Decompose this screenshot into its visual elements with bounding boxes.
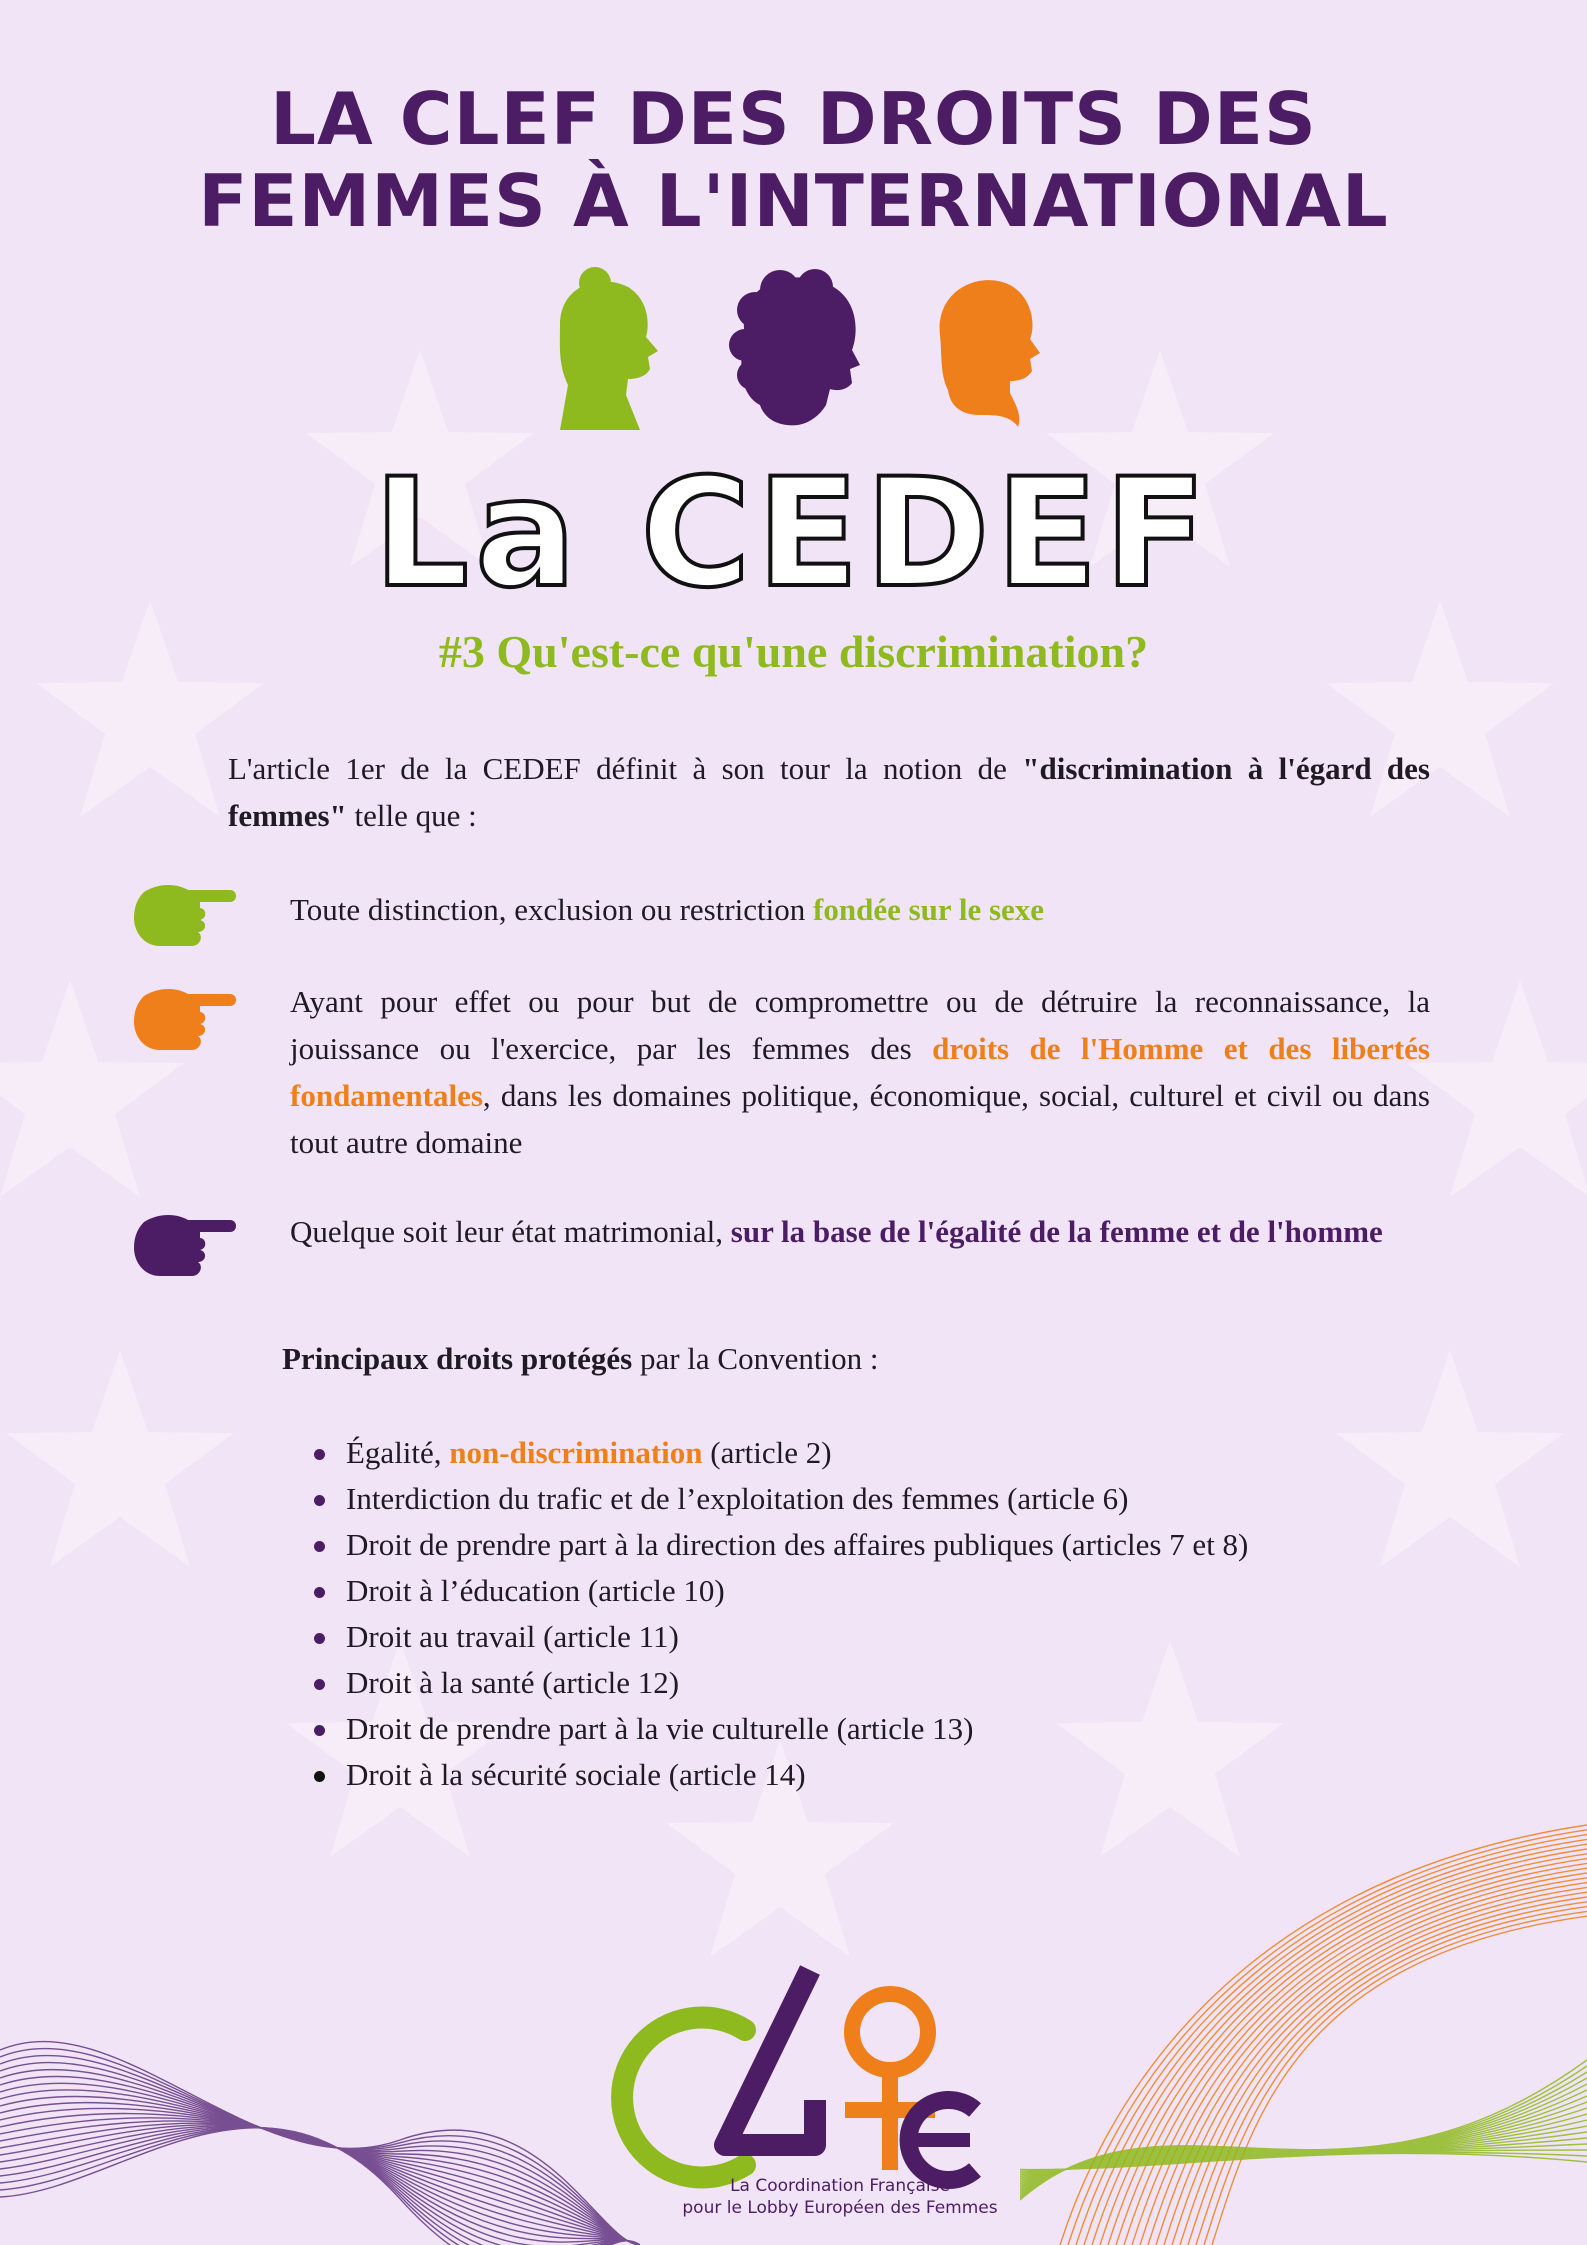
bullet-dot-icon bbox=[314, 1449, 325, 1460]
list-item-highlight: non-discrimination bbox=[449, 1435, 703, 1470]
wave-line bbox=[1116, 1859, 1587, 2245]
wave-line bbox=[1020, 2108, 1587, 2186]
cedef-heading bbox=[0, 455, 1587, 615]
list-item-text: Interdiction du trafic et de l’exploitation des femmes (article 6) bbox=[346, 1481, 1129, 1516]
wave-line bbox=[1020, 2114, 1587, 2184]
wave-line bbox=[0, 2108, 640, 2245]
list-item bbox=[310, 1752, 1248, 1798]
wave-line bbox=[1084, 1839, 1587, 2245]
decorative-waves-right bbox=[1020, 1820, 1587, 2245]
definition-text bbox=[290, 1208, 1430, 1255]
bullet-dot-icon bbox=[314, 1725, 325, 1736]
wave-line bbox=[0, 2070, 640, 2245]
rights-heading-bold: Principaux droits protégés bbox=[282, 1341, 633, 1376]
list-item-text: Droit de prendre part à la direction des affaires publiques (articles 7 et 8) bbox=[346, 1527, 1249, 1562]
definition-text bbox=[290, 886, 1430, 933]
rights-list bbox=[310, 1430, 1248, 1798]
wave-line bbox=[1076, 1835, 1587, 2245]
wave-line bbox=[0, 2056, 640, 2245]
wave-line bbox=[1020, 2090, 1587, 2191]
rights-heading-rest: par la Convention : bbox=[632, 1341, 879, 1376]
women-silhouettes-illustration bbox=[540, 265, 1060, 435]
wave-line bbox=[1164, 1887, 1587, 2245]
bullet-dot-icon bbox=[314, 1495, 325, 1506]
definition-text-main: Toute distinction, exclusion ou restriction bbox=[290, 892, 814, 927]
section-subtitle: #3 Qu'est-ce qu'une discrimination? bbox=[438, 626, 1149, 677]
list-item-text-end: (article 2) bbox=[702, 1435, 832, 1470]
page-title-line-2: FEMMES À L'INTERNATIONAL bbox=[198, 159, 1389, 243]
definition-highlight: droits de l'Homme et des libertés fondamentales bbox=[290, 1031, 1430, 1113]
intro-bold-term: "discrimination à l'égard des femmes" bbox=[228, 751, 1430, 833]
woman-silhouette-purple-icon bbox=[729, 269, 860, 425]
cedef-heading-text: La CEDEF bbox=[373, 455, 1213, 615]
woman-silhouette-green-icon bbox=[560, 267, 658, 430]
definition-highlight: sur la base de l'égalité de la femme et de l'homme bbox=[730, 1214, 1383, 1249]
bullet-dot-icon bbox=[314, 1679, 325, 1690]
list-item bbox=[310, 1706, 1248, 1752]
intro-paragraph bbox=[228, 745, 1430, 839]
intro-text: L'article 1er de la CEDEF définit à son tour la notion de bbox=[228, 751, 1023, 786]
woman-silhouette-orange-icon bbox=[940, 280, 1040, 427]
bullet-dot-icon bbox=[314, 1771, 325, 1782]
wave-line bbox=[0, 2063, 640, 2245]
decorative-waves-left bbox=[0, 1990, 640, 2245]
page-title bbox=[0, 78, 1587, 242]
list-item-text: Droit au travail (article 11) bbox=[346, 1619, 679, 1654]
wave-line bbox=[1124, 1863, 1587, 2245]
list-item-text: Égalité, bbox=[346, 1435, 450, 1470]
wave-line bbox=[1132, 1868, 1587, 2245]
list-item-text: Droit à la santé (article 12) bbox=[346, 1665, 680, 1700]
list-item-text: Droit à l’éducation (article 10) bbox=[346, 1573, 725, 1608]
list-item-text: Droit de prendre part à la vie culturelle (article 13) bbox=[346, 1711, 974, 1746]
definition-text-main: Ayant pour effet ou pour but de compromettre ou de détruire la reconnaissance, la jouissance ou l'exercice, par les femmes des bbox=[290, 984, 1430, 1066]
wave-line bbox=[1020, 2078, 1587, 2195]
list-item bbox=[310, 1476, 1248, 1522]
list-item-text: Droit à la sécurité sociale (article 14) bbox=[346, 1757, 806, 1792]
list-item bbox=[310, 1522, 1248, 1568]
logo-caption bbox=[640, 2175, 1040, 2219]
logo-caption-line-2: pour le Lobby Européen des Femmes bbox=[682, 2198, 998, 2218]
definition-text bbox=[290, 978, 1430, 1166]
definition-text-main: Quelque soit leur état matrimonial, bbox=[290, 1214, 731, 1249]
bullet-dot-icon bbox=[314, 1587, 325, 1598]
pointing-hand-purple-icon bbox=[130, 1208, 240, 1288]
list-item bbox=[310, 1614, 1248, 1660]
definition-text-end: , dans les domaines politique, économique, social, culturel et civil ou dans tout autre domaine bbox=[290, 1078, 1430, 1160]
wave-line bbox=[1196, 1907, 1587, 2245]
wave-line bbox=[1212, 1916, 1587, 2245]
bullet-dot-icon bbox=[314, 1541, 325, 1552]
wave-line bbox=[1100, 1849, 1587, 2245]
pointing-hand-orange-icon bbox=[130, 982, 240, 1062]
pointing-hand-green-icon bbox=[130, 878, 240, 958]
page-title-line-1: LA CLEF DES DROITS DES bbox=[270, 77, 1317, 161]
definition-highlight: fondée sur le sexe bbox=[813, 892, 1045, 927]
bullet-dot-icon bbox=[314, 1633, 325, 1644]
wave-line bbox=[1020, 2060, 1587, 2200]
rights-heading bbox=[282, 1335, 878, 1382]
list-item bbox=[310, 1660, 1248, 1706]
list-item bbox=[310, 1568, 1248, 1614]
wave-line bbox=[0, 2096, 640, 2245]
logo-caption-line-1: La Coordination Française bbox=[730, 2176, 950, 2196]
intro-text-end: telle que : bbox=[346, 798, 477, 833]
wave-line bbox=[1172, 1892, 1587, 2245]
list-item bbox=[310, 1430, 1248, 1476]
